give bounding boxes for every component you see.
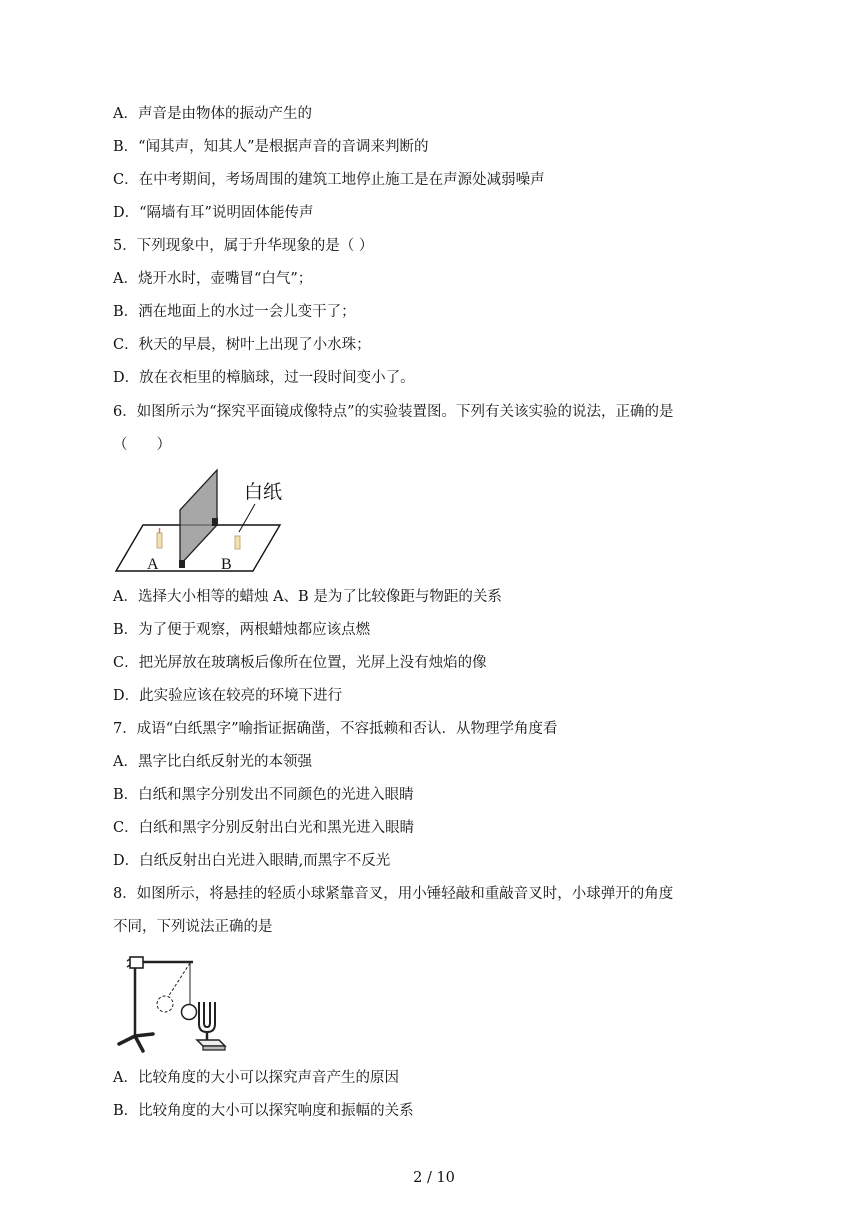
q8-stem-line1: 8．如图所示，将悬挂的轻质小球紧靠音叉，用小锤轻敲和重敲音叉时，小球弹开的角度 [113,886,674,902]
q5-option-c: C．秋天的早晨，树叶上出现了小水珠； [113,337,371,353]
holder-shape [179,560,185,568]
paper-label: 白纸 [244,481,283,503]
q4-option-d: D．“隔墙有耳”说明固体能传声 [113,205,314,221]
q7-option-d: D．白纸反射出白光进入眼睛,而黑字不反光 [113,853,391,869]
q5-stem: 5．下列现象中，属于升华现象的是（ ） [113,238,374,254]
q8-stem-line2: 不同，下列说法正确的是 [113,919,273,935]
tuning-fork-shape [199,1002,215,1032]
q5-option-a: A．烧开水时，壶嘴冒“白气”； [113,271,313,287]
ball-swung-shape [157,996,173,1012]
q7-stem: 7．成语“白纸黑字”喻指证据确凿，不容抵赖和否认．从物理学角度看 [113,721,558,737]
q7-option-c: C．白纸和黑字分别反射出白光和黑光进入眼睛 [113,820,415,836]
q6-option-d: D．此实验应该在较亮的环境下进行 [113,688,343,704]
q7-option-a: A．黑字比白纸反射光的本领强 [113,754,312,770]
q5-option-d: D．放在衣柜里的樟脑球，过一段时间变小了。 [113,370,415,386]
q4-option-b: B．“闻其声，知其人”是根据声音的音调来判断的 [113,139,429,155]
candle-b-shape [235,536,240,549]
q6-option-b: B．为了便于观察，两根蜡烛都应该点燃 [113,622,371,638]
q4-option-a: A．声音是由物体的振动产生的 [113,106,312,122]
q5-option-b: B．洒在地面上的水过一会儿变干了； [113,304,356,320]
q8-option-b: B．比较角度的大小可以探究响度和振幅的关系 [113,1103,414,1119]
ball-shape [182,1005,197,1020]
thread-swung-shape [168,963,190,997]
q6-stem-line2: （ ） [113,437,171,453]
q8-option-a: A．比较角度的大小可以探究声音产生的原因 [113,1070,399,1086]
fork-base-shape [197,1040,225,1046]
candle-a-shape [157,533,162,548]
page-number: 2 / 10 [413,1170,455,1186]
q6-stem-line1: 6．如图所示为“探究平面镜成像特点”的实验装置图。下列有关该实验的说法，正确的是 [113,404,674,420]
candle-b-label: B [221,556,232,573]
candle-a-label: A [147,556,159,573]
q6-option-a: A．选择大小相等的蜡烛 A、B 是为了比较像距与物距的关系 [113,589,502,605]
q6-option-c: C．把光屏放在玻璃板后像所在位置，光屏上没有烛焰的像 [113,655,487,671]
q4-option-c: C．在中考期间，考场周围的建筑工地停止施工是在声源处减弱噪声 [113,172,545,188]
q7-option-b: B．白纸和黑字分别发出不同颜色的光进入眼睛 [113,787,414,803]
holder-shape [212,518,218,526]
clamp-shape [130,957,143,968]
plane-mirror-figure [113,468,288,578]
stand-base-shape [119,1034,153,1051]
tuning-fork-figure [113,950,243,1055]
